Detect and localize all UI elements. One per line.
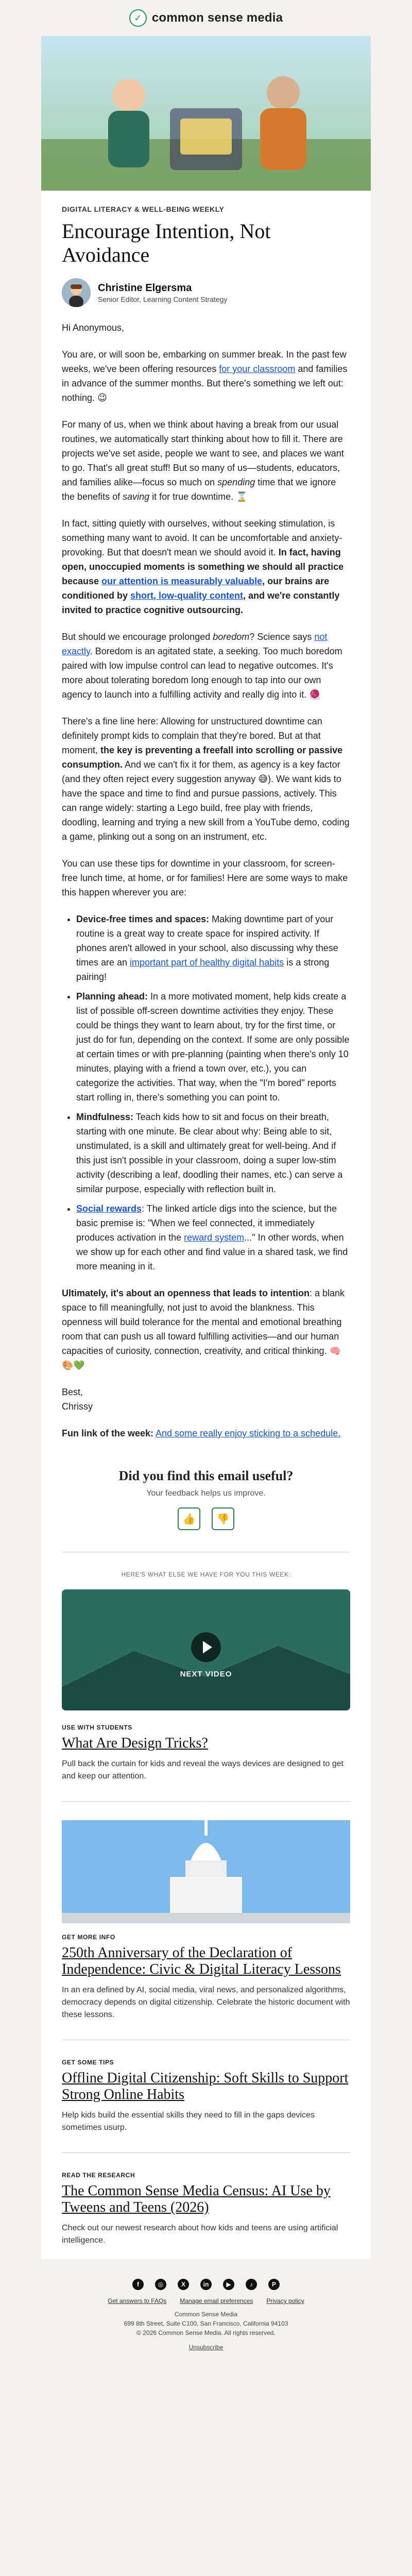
item-desc: In an era defined by AI, social media, viral news, and personalized algorithms, democracy depends on digital citizenship. Celebrate the historic document with these lessons. — [62, 1986, 350, 2019]
more-item — [62, 1724, 350, 1783]
avatar — [62, 278, 91, 307]
tip-item: • Planning ahead: In a more motivated moment, help kids create a list of possible off-screen downtime activities they enjoy. These could be things they want to learn about, try for the first time, or just do for fun, depending on the context. If some are only possible at certain times or with pre-planning (painting when there's only 10 minutes, playing with a friend a town over, etc.), you can categorize the activities. That way, when the "I'm bored" reports start rolling in, there's something you can point to. — [76, 989, 350, 1105]
footer — [0, 2259, 412, 2372]
more-item — [62, 2172, 350, 2247]
more-heading: HERE'S WHAT ELSE WE HAVE FOR YOU THIS WEEK: — [121, 1571, 291, 1578]
low-quality-content-link[interactable]: short, low-quality content — [130, 590, 243, 601]
feedback-buttons — [62, 1507, 350, 1530]
paragraph-5: There's a fine line here: Allowing for unstructured downtime can definitely prompt kids to complain that they're bored. But at that moment, the key is preventing a freefall into scrolling or passive consumption. And we can't fix it for them, as agency is a key factor (and they often reject every suggestion anyway 😅). We want kids to have the space and time to find and pursue passions, actively. This can range widely: starting a Lego build, free play with friends, doodling, learning and trying a new skill from a YouTube demo, coding a game, plinking out a song on an instrument, etc. — [62, 716, 350, 842]
healthy-digital-habits-link[interactable]: important part of healthy digital habits — [130, 957, 284, 968]
item-title-link[interactable]: 250th Anniversary of the Declaration of Independence: Civic & Digital Literacy Lessons — [62, 1945, 341, 1977]
more-item — [62, 2059, 350, 2134]
wink-emoji: 😉 — [97, 393, 107, 403]
signoff: Best, — [62, 1387, 83, 1397]
tip-item: • Device-free times and spaces: Making downtime part of your routine is a great way to create space for inspired activity. If phones aren't allowed in your school, also discussing why these times are an important part of healthy digital habits is a strong pairing! — [76, 912, 350, 984]
item-title-link[interactable]: Offline Digital Citizenship: Soft Skills to Support Strong Online Habits — [62, 2070, 349, 2103]
article-content — [41, 191, 371, 2259]
footer-org: Common Sense Media — [174, 2311, 238, 2318]
tip-item: • Mindfulness: Teach kids how to sit and focus on their breath, starting with one minute. Be clear about why: Being able to sit, unstimulated, is a skill and ultimately great for well-being. And if this just isn't possible in your classroom, doing a super low-stim activity (describing a leaf, doodling their names, etc.) can serve a similar purpose, especially with reflection built in. — [76, 1110, 350, 1196]
check-logo-icon: ✓ — [129, 9, 147, 27]
yarn-emoji: 🧶 — [309, 689, 321, 700]
item-desc: Pull back the curtain for kids and reveal the ways devices are designed to get and keep our attention. — [62, 1759, 344, 1781]
sweat-smile-emoji: 😅 — [258, 774, 268, 784]
closing-emojis: 🧠🎨💚 — [62, 1346, 341, 1370]
tip-item: • Social rewards: The linked article digs into the science, but the basic premise is: "When we feel connected, it immediately produces activation in the reward system..." In other words, when we show up for each other and find value in a shared task, we find more meaning in it. — [76, 1201, 350, 1274]
thumbs-down-icon[interactable]: 👎 — [212, 1507, 234, 1530]
hero-image — [41, 36, 371, 191]
newsletter-card — [41, 36, 371, 2259]
youtube-icon[interactable]: ▶ — [223, 2279, 234, 2290]
brand-name: common sense media — [151, 11, 283, 25]
tips-list — [62, 912, 350, 1274]
social-icons — [0, 2279, 412, 2290]
item-tag: GET MORE INFO — [62, 1934, 115, 1941]
item-desc: Help kids build the essential skills they need to fill in the gaps devices sometimes usurp. — [62, 2111, 315, 2132]
more-item — [62, 1934, 350, 2021]
thumbs-up-icon[interactable]: 👍 — [178, 1507, 200, 1530]
section-kicker: DIGITAL LITERACY & WELL-BEING WEEKLY — [62, 205, 225, 213]
video-caption: NEXT VIDEO — [180, 1670, 232, 1679]
capitol-image — [62, 1820, 350, 1923]
fun-link[interactable]: And some really enjoy sticking to a schedule. — [156, 1428, 341, 1438]
item-title-link[interactable]: The Common Sense Media Census: AI Use by Tweens and Teens (2026) — [62, 2183, 331, 2215]
divider — [62, 1801, 350, 1802]
faq-link[interactable]: Get answers to FAQs — [108, 2297, 167, 2304]
fun-link-paragraph: Fun link of the week: And some really enjoy sticking to a schedule. — [62, 1428, 341, 1438]
play-icon[interactable] — [191, 1632, 221, 1662]
social-rewards-link[interactable]: Social rewards — [76, 1204, 142, 1214]
x-icon[interactable]: X — [178, 2279, 189, 2290]
privacy-policy-link[interactable]: Privacy policy — [266, 2297, 304, 2304]
paragraph-2: For many of us, when we think about having a break from our usual routines, we automatically start thinking about how to fill it. There are projects we've set aside, people we want to see, and places we want to go. That's all great stuff! But so many of us—students, educators, and families alike—focus so much on spending time that we ignore the benefits of saving it for true downtime. ⌛ — [62, 419, 344, 502]
instagram-icon[interactable]: ◎ — [155, 2279, 166, 2290]
footer-copyright: © 2026 Common Sense Media. All rights reserved. — [136, 2329, 276, 2336]
item-tag: GET SOME TIPS — [62, 2059, 114, 2066]
not-exactly-link[interactable]: not exactly — [62, 632, 328, 656]
paragraph-4: But should we encourage prolonged boredom? Science says not exactly. Boredom is an agitated state, a seeking. Too much boredom paired with low impulse control can lead to negative outcomes. It's more about tolerating boredom long enough to tap into our own agency to launch into a fulfilling activity and really dig into it. 🧶 — [62, 632, 342, 700]
feedback-question: Did you find this email useful? — [118, 1468, 294, 1483]
greeting: Hi Anonymous, — [62, 323, 125, 333]
paragraph-1: You are, or will soon be, embarking on summer break. In the past few weeks, we've been offering resources for your classroom and families in advance of the summer months. But there's something we left out: nothing. 😉 — [62, 349, 348, 403]
feedback-block — [62, 1453, 350, 1533]
signature: Chrissy — [62, 1401, 93, 1412]
item-tag: READ THE RESEARCH — [62, 2172, 135, 2179]
hourglass-emoji: ⌛ — [236, 492, 248, 502]
tiktok-icon[interactable]: ♪ — [246, 2279, 257, 2290]
author-block — [62, 278, 350, 307]
footer-links — [0, 2297, 412, 2304]
pinterest-icon[interactable]: P — [268, 2279, 280, 2290]
item-desc: Check out our newest research about how kids and teens are using artificial intelligence. — [62, 2224, 338, 2245]
classroom-link[interactable]: for your classroom — [219, 364, 296, 374]
feedback-subtitle: Your feedback helps us improve. — [146, 1489, 266, 1498]
reward-system-link[interactable]: reward system — [184, 1232, 245, 1243]
item-title-link[interactable]: What Are Design Tricks? — [62, 1735, 208, 1751]
video-thumbnail[interactable] — [62, 1589, 350, 1710]
unsubscribe-link[interactable]: Unsubscribe — [188, 2344, 224, 2351]
header — [0, 0, 412, 36]
paragraph-3: In fact, sitting quietly with ourselves, without seeking stimulation, is something many want to avoid. It can be uncomfortable and anxiety-provoking. But that doesn't mean we should avoid it. In fact, having open, unoccupied moments is something we should all practice because our attention is measurably valuable, our brains are conditioned by short, low-quality content, and we're constantly invited to practice cognitive outsourcing. — [62, 518, 344, 615]
linkedin-icon[interactable]: in — [200, 2279, 212, 2290]
author-name: Christine Elgersma — [98, 282, 192, 294]
paragraph-6: You can use these tips for downtime in your classroom, for screen-free lunch time, at home, or for families! Here are some ways to make this happen wherever you are: — [62, 858, 348, 897]
facebook-icon[interactable]: f — [132, 2279, 144, 2290]
footer-address: 699 8th Street, Suite C100, San Francisco, California 94103 — [124, 2320, 288, 2327]
item-tag: USE WITH STUDENTS — [62, 1724, 132, 1731]
attention-link[interactable]: our attention is measurably valuable — [101, 576, 263, 586]
author-role: Senior Editor, Learning Content Strategy — [98, 295, 228, 303]
paragraph-7: Ultimately, it's about an openness that leads to intention: a blank space to fill meaningfully, not just to avoid the blankness. This openness will build tolerance for the mental and emotional breathing room that can push us all toward fulfilling activities—and our human capacities of curiosity, connection, creativity, and critical thinking. 🧠🎨💚 — [62, 1288, 345, 1370]
page-title: Encourage Intention, Not Avoidance — [62, 219, 271, 266]
email-preferences-link[interactable]: Manage email preferences — [180, 2297, 253, 2304]
